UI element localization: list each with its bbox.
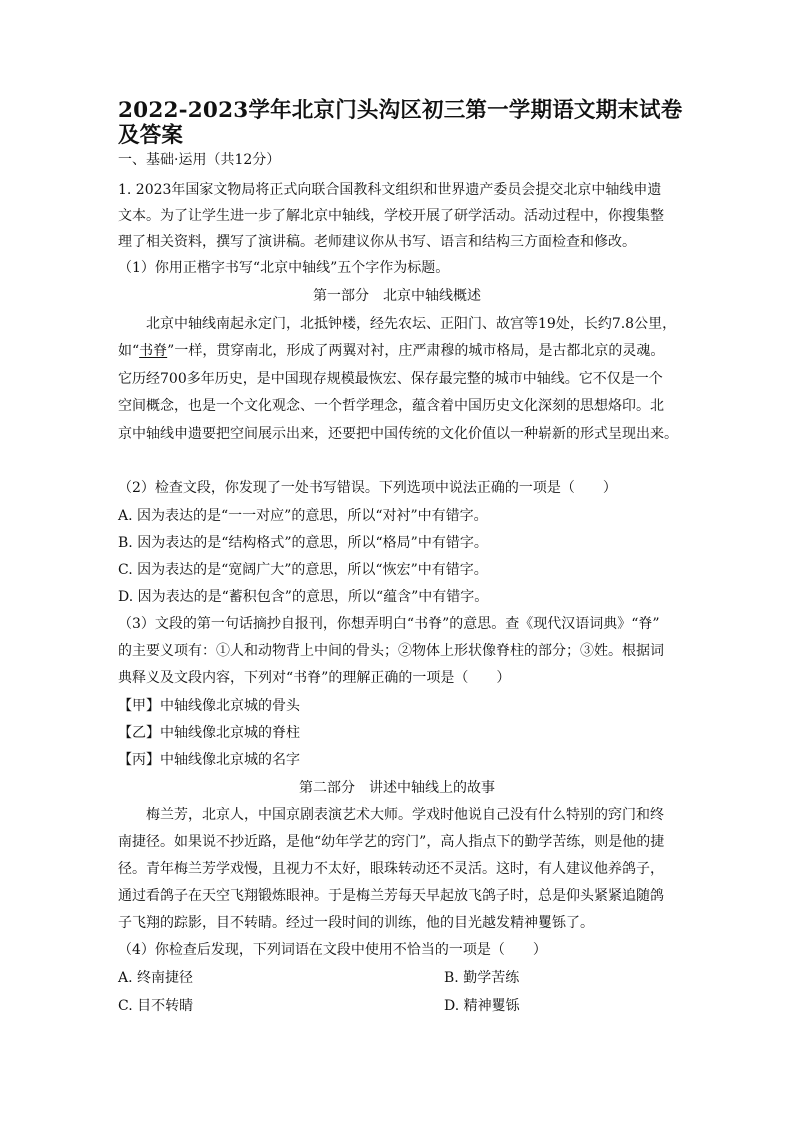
question-4-stem: （4）你检查后发现，下列词语在文段中使用不恰当的一项是（ ） xyxy=(118,942,547,958)
question-1-sub-1: （1）你用正楷字书写“北京中轴线”五个字作为标题。 xyxy=(118,260,450,276)
passage-text: 如“ xyxy=(118,343,140,359)
passage-line: 京中轴线申遗要把空间展示出来，还要把中国传统的文化价值以一种崭新的形式呈现出来。 xyxy=(118,426,678,442)
question-3-option-yi: 【乙】中轴线像北京城的脊柱 xyxy=(118,725,300,741)
question-1-intro-line: 1. 2023年国家文物局将正式向联合国教科文组织和世界遗产委员会提交北京中轴线申遗 xyxy=(118,182,662,198)
question-4-option-a: A. 终南捷径 xyxy=(118,970,194,986)
question-2-option-a: A. 因为表达的是“一一对应”的意思，所以“对衬”中有错字。 xyxy=(118,508,488,524)
underlined-word: 书脊 xyxy=(139,343,168,359)
passage-line: 南捷径。如果说不抄近路，是他“幼年学艺的窍门”，高人指点下的勤学苦练，则是他的捷 xyxy=(118,834,665,850)
question-3-option-bing: 【丙】中轴线像北京城的名字 xyxy=(118,752,300,768)
question-3-stem-line: 的主要义项有：①人和动物背上中间的骨头；②物体上形状像脊柱的部分；③姓。根据词 xyxy=(118,643,664,659)
question-4-option-b: B. 勤学苦练 xyxy=(444,970,520,986)
passage-line: 通过看鸽子在天空飞翔锻炼眼神。于是梅兰芳每天早起放飞鸽子时，总是仰头紧紧追随鸽 xyxy=(118,888,664,904)
question-1-intro-line: 文本。为了让学生进一步了解北京中轴线，学校开展了研学活动。活动过程中，你搜集整 xyxy=(118,208,664,224)
question-2-stem: （2）检查文段，你发现了一处书写错误。下列选项中说法正确的一项是（ ） xyxy=(118,480,617,496)
section-heading: 一、基础·运用（共12分） xyxy=(118,152,281,168)
question-3-option-jia: 【甲】中轴线像北京城的骨头 xyxy=(118,698,300,714)
question-2-option-b: B. 因为表达的是“结构格式”的意思，所以“格局”中有错字。 xyxy=(118,535,488,551)
page-title: 2022-2023学年北京门头沟区初三第一学期语文期末试卷及答案 xyxy=(118,98,683,148)
question-1-intro-line: 理了相关资料，撰写了演讲稿。老师建议你从书写、语言和结构三方面检查和修改。 xyxy=(118,234,636,250)
passage-line: 径。青年梅兰芳学戏慢，且视力不太好，眼珠转动还不灵活。这时，有人建议他养鸽子， xyxy=(118,861,664,877)
question-3-stem-line: （3）文段的第一句话摘抄自报刊，你想弄明白“书脊”的意思。查《现代汉语词典》“脊” xyxy=(118,616,660,632)
part-two-heading: 第二部分 讲述中轴线上的故事 xyxy=(299,780,495,796)
part-one-heading: 第一部分 北京中轴线概述 xyxy=(313,288,481,304)
passage-line: 空间概念，也是一个文化观念、一个哲学理念，蕴含着中国历史文化深刻的思想烙印。北 xyxy=(118,398,664,414)
question-4-option-d: D. 精神矍铄 xyxy=(444,998,520,1014)
passage-line: 梅兰芳，北京人，中国京剧表演艺术大师。学戏时他说自己没有什么特别的窍门和终 xyxy=(146,807,664,823)
passage-line xyxy=(118,342,664,360)
question-2-option-d: D. 因为表达的是“蓄积包含”的意思，所以“蕴含”中有错字。 xyxy=(118,589,489,605)
passage-line: 子飞翔的踪影，目不转睛。经过一段时间的训练，他的目光越发精神矍铄了。 xyxy=(118,915,594,931)
passage-text: ”一样，贯穿南北，形成了两翼对衬，庄严肃穆的城市格局，是古都北京的灵魂。 xyxy=(167,343,665,359)
question-4-option-c: C. 目不转睛 xyxy=(118,998,194,1014)
passage-line: 北京中轴线南起永定门，北抵钟楼，经先农坛、正阳门、故宫等19处，长约7.8公里， xyxy=(146,316,677,332)
question-2-option-c: C. 因为表达的是“宽阔广大”的意思，所以“恢宏”中有错字。 xyxy=(118,562,488,578)
passage-line: 它历经700多年历史，是中国现存规模最恢宏、保存最完整的城市中轴线。它不仅是一个 xyxy=(118,371,663,387)
question-3-stem-line: 典释义及文段内容，下列对“书脊”的理解正确的一项是（ ） xyxy=(118,670,511,686)
